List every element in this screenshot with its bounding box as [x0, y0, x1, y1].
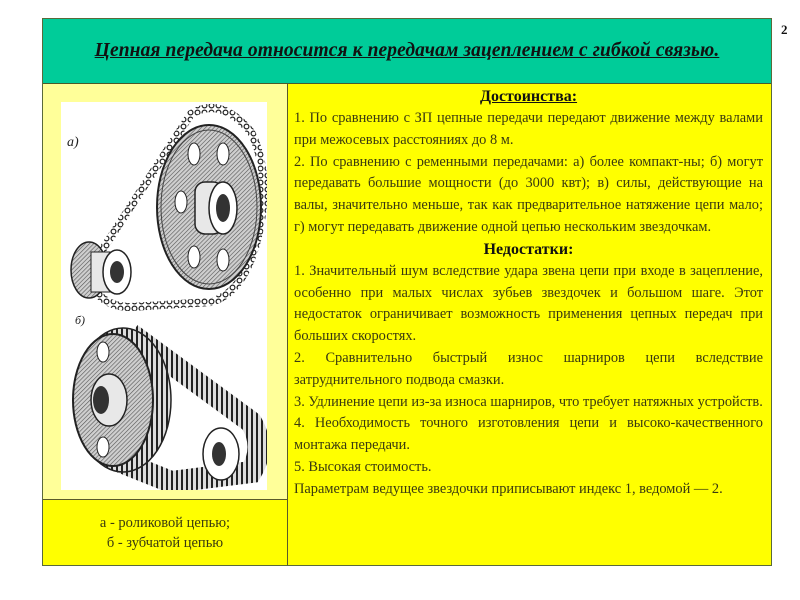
- page-title: Цепная передача относится к передачам зацеплением с гибкой связью.: [94, 40, 720, 61]
- slide-table: [42, 18, 772, 566]
- text-cell: [288, 84, 771, 565]
- figure-caption-cell: [43, 500, 288, 565]
- advantage-item: 2. По сравнению с ременными передачами: а) более компакт-ны; б) могут передавать большие мощности (до 3000 квт); в) силы, действующие на валы, значительно меньше, так как предварительное натяжение цепи мало; г) могут передавать движение одной цепью нескольким звездочкам.: [294, 153, 763, 235]
- advantages-heading: Достоинства:: [479, 88, 578, 105]
- disadvantages-heading: Недостатки:: [483, 240, 574, 258]
- figure-cell: [43, 84, 288, 500]
- disadvantage-item: 5. Высокая стоимость.: [294, 458, 432, 475]
- disadvantage-item: 3. Удлинение цепи из-за износа шарниров, что требует натяжных устройств.: [294, 393, 763, 410]
- caption-line-a: а - роликовой цепью;: [99, 514, 231, 531]
- roller-chain-drive-drawing: [71, 108, 264, 307]
- disadvantage-item: 2. Сравнительно быстрый износ шарниров цепи вследствие затруднительного подвода смазки.: [294, 349, 763, 388]
- chain-drive-illustration: [61, 102, 267, 490]
- header-row: [43, 19, 771, 84]
- caption-line-b: б - зубчатой цепью: [106, 534, 224, 551]
- disadvantage-item: 4. Необходимость точного изготовления цепи и высоко-качественного монтажа передачи.: [294, 415, 763, 454]
- figure-label-a: а): [67, 135, 79, 150]
- figure-label-b: б): [75, 313, 86, 327]
- page-number: 2: [781, 22, 788, 37]
- toothed-chain-drive-drawing: [73, 328, 259, 482]
- advantage-item: 1. По сравнению с ЗП цепные передачи передают движение между валами при межосевых расстояниях до 8 м.: [294, 110, 763, 148]
- disadvantage-item: 1. Значительный шум вследствие удара звена цепи при входе в зацепление, особенно при малых числах зубьев звездочек и большом шаге. Этот недостаток ограничивает возможность применения цепных передач при больших скоростях.: [294, 262, 763, 345]
- index-note: Параметрам ведущее звездочки приписывают индекс 1, ведомой — 2.: [294, 480, 723, 497]
